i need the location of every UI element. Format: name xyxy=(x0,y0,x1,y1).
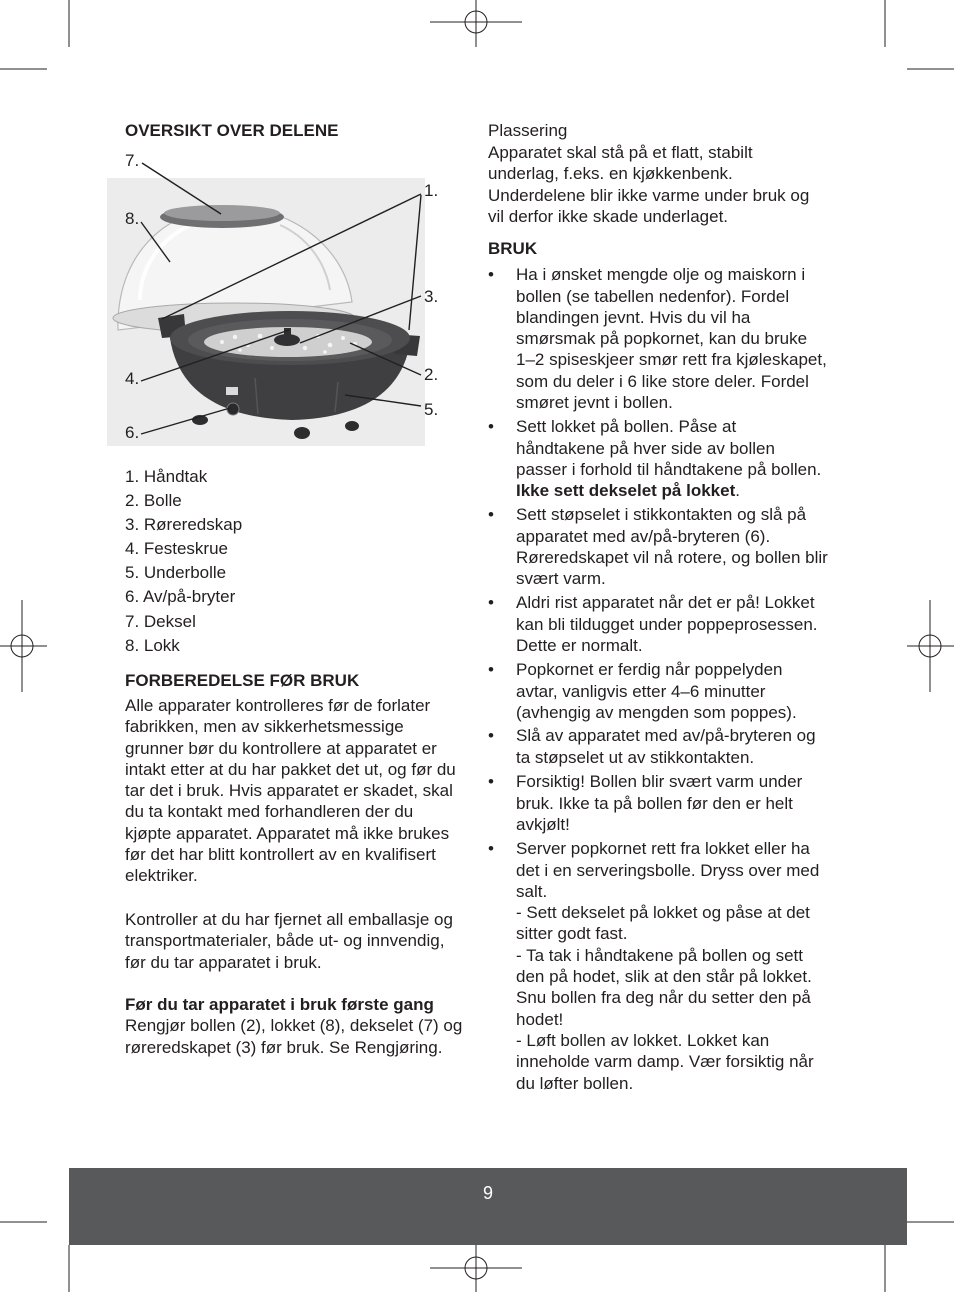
text-line: Dette er normalt. xyxy=(516,635,643,655)
list-item xyxy=(488,838,838,1094)
text-line: Kontroller at du har fjernet all emballasje og xyxy=(125,910,453,929)
page-number: 9 xyxy=(482,1183,493,1203)
text-line: (avhengig av mengden som poppes). xyxy=(516,702,797,722)
text-line: - Ta tak i håndtakene på bollen og sett xyxy=(516,945,803,965)
text-line: bollen (se tabellen nedenfor). Fordel xyxy=(516,286,790,306)
diagram-label-2: 2. xyxy=(424,364,439,384)
text-line: Popkornet er ferdig når poppelyden xyxy=(516,660,783,680)
parts-list-item: 8. Lokk xyxy=(125,635,180,655)
text-line: ta støpselet ut av stikkontakten. xyxy=(516,747,755,767)
parts-list-item: 3. Røreredskap xyxy=(125,515,243,535)
parts-list-item: 6. Av/på-bryter xyxy=(125,587,236,607)
text-line: håndtakene på hver side av bollen xyxy=(516,438,775,458)
parts-list-item: 1. Håndtak xyxy=(125,467,208,486)
text-line: før du tar apparatet i bruk. xyxy=(125,952,322,972)
text-line: svært varm. xyxy=(516,569,606,589)
text-line: Server popkornet rett fra lokket eller ha xyxy=(516,839,810,859)
warning-suffix: . xyxy=(735,481,740,501)
bullet-icon: • xyxy=(488,839,494,859)
parts-list-item: 7. Deksel xyxy=(125,611,196,631)
text-line: Sett støpselet i stikkontakten og slå på xyxy=(516,505,807,525)
prep-paragraph-1 xyxy=(125,695,456,887)
bullet-icon: • xyxy=(488,505,494,525)
text-line: avtar, vanligvis etter 4–6 minutter xyxy=(516,681,766,701)
prep-heading: FORBEREDELSE FØR BRUK xyxy=(125,671,360,690)
text-line: inneholde varm damp. Vær forsiktig når xyxy=(516,1052,814,1072)
text-line: avkjølt! xyxy=(516,814,570,834)
text-line: røreredskapet (3) før bruk. Se Rengjøring. xyxy=(125,1037,443,1057)
placement-heading: Plassering xyxy=(488,121,568,140)
text-line: hodet! xyxy=(516,1009,564,1029)
text-line: Alle apparater kontrolleres før de forlater xyxy=(125,696,431,715)
list-item xyxy=(488,264,838,413)
text-line: Snu bollen fra deg når du setter den på xyxy=(516,988,811,1008)
footer-bar xyxy=(69,1168,907,1245)
text-line: fabrikken, men av sikkerhetsmessige xyxy=(125,717,404,737)
parts-list-item: 4. Festeskrue xyxy=(125,539,228,559)
text-line: tar det i bruk. Hvis apparatet er skadet, skal xyxy=(125,781,453,801)
warning-line xyxy=(516,480,838,501)
text-line: kjøpte apparatet. Apparatet må ikke brukes xyxy=(125,823,450,843)
text-line: bruk. Ikke ta på bollen før den er helt xyxy=(516,793,793,813)
use-heading: BRUK xyxy=(488,239,538,258)
text-line: Sett lokket på bollen. Påse at xyxy=(516,417,737,437)
text-line: før det har blitt kontrollert av en kvalifisert xyxy=(125,845,436,865)
first-use-section xyxy=(125,994,462,1058)
diagram-label-6: 6. xyxy=(125,422,140,442)
list-item xyxy=(488,725,838,768)
text-line: smøret jevnt i bollen. xyxy=(516,393,673,413)
text-line: Ha i ønsket mengde olje og maiskorn i xyxy=(516,265,806,285)
text-line: smørsmak på popkornet, kan du bruke xyxy=(516,329,808,349)
diagram-label-4: 4. xyxy=(125,368,140,388)
bullet-icon: • xyxy=(488,593,494,613)
text-line: 1–2 spiseskjeer smør rett fra kjøleskapet, xyxy=(516,350,827,370)
text-line: det i en serveringsbolle. Dryss over med xyxy=(516,860,820,880)
text-line: blandingen jevnt. Hvis du vil ha xyxy=(516,307,751,327)
text-line: Slå av apparatet med av/på-bryteren og xyxy=(516,726,816,746)
parts-list-item: 2. Bolle xyxy=(125,491,182,511)
bullet-icon: • xyxy=(488,265,494,285)
first-use-heading: Før du tar apparatet i bruk første gang xyxy=(125,995,434,1014)
text-line: Rengjør bollen (2), lokket (8), dekselet (7) og xyxy=(125,1016,463,1036)
text-line: - Løft bollen av lokket. Lokket kan xyxy=(516,1030,770,1050)
overview-heading: OVERSIKT OVER DELENE xyxy=(125,121,339,140)
text-line: den på hodet, slik at den står på lokket. xyxy=(516,967,812,987)
bullet-icon: • xyxy=(488,660,494,680)
text-line: Apparatet skal stå på et flatt, stabilt xyxy=(488,142,753,162)
text-line: apparatet med av/på-bryteren (6). xyxy=(516,526,771,546)
text-line: Forsiktig! Bollen blir svært varm under xyxy=(516,772,803,792)
parts-list xyxy=(125,465,242,658)
text-line: sitter godt fast. xyxy=(516,924,628,944)
diagram-label-7: 7. xyxy=(125,150,140,170)
diagram-label-3: 3. xyxy=(424,286,439,306)
text-line: - Sett dekselet på lokket og påse at det xyxy=(516,903,810,923)
list-item xyxy=(488,592,838,656)
diagram-label-1: 1. xyxy=(424,180,439,200)
placement-section xyxy=(488,120,809,228)
list-item xyxy=(488,771,838,835)
warning-bold-text: Ikke sett dekselet på lokket xyxy=(516,481,736,501)
text-line: du løfter bollen. xyxy=(516,1073,634,1093)
text-line: du ta kontakt med forhandleren der du xyxy=(125,802,414,822)
text-line: kan bli tildugget under poppeprosessen. xyxy=(516,614,818,634)
list-item xyxy=(488,504,838,589)
diagram-label-5: 5. xyxy=(424,399,439,419)
bullet-icon: • xyxy=(488,417,494,437)
parts-list-item: 5. Underbolle xyxy=(125,563,227,583)
list-item xyxy=(488,659,838,723)
text-line: Aldri rist apparatet når det er på! Lokket xyxy=(516,593,815,613)
text-line: intakt etter at du har pakket det ut, og før du xyxy=(125,759,456,779)
prep-paragraph-2 xyxy=(125,909,453,973)
text-line: transportmaterialer, både ut- og innvendig, xyxy=(125,931,445,951)
diagram-label-8: 8. xyxy=(125,208,140,228)
text-line: som du deler i 6 like store deler. Fordel xyxy=(516,371,809,391)
text-line: Underdelene blir ikke varme under bruk og xyxy=(488,185,810,205)
text-line: Røreredskapet vil nå rotere, og bollen blir xyxy=(516,547,828,567)
bullet-icon: • xyxy=(488,772,494,792)
list-item xyxy=(488,416,838,501)
text-line: salt. xyxy=(516,881,548,901)
popcorn-maker-diagram xyxy=(100,140,450,450)
text-line: passer i forhold til håndtakene på bollen. xyxy=(516,459,822,479)
bullet-icon: • xyxy=(488,726,494,746)
text-line: underlag, f.eks. en kjøkkenbenk. xyxy=(488,164,733,183)
text-line: vil derfor ikke skade underlaget. xyxy=(488,207,729,226)
text-line: grunner bør du kontrollere at apparatet er xyxy=(125,738,437,758)
text-line: elektriker. xyxy=(125,866,198,886)
